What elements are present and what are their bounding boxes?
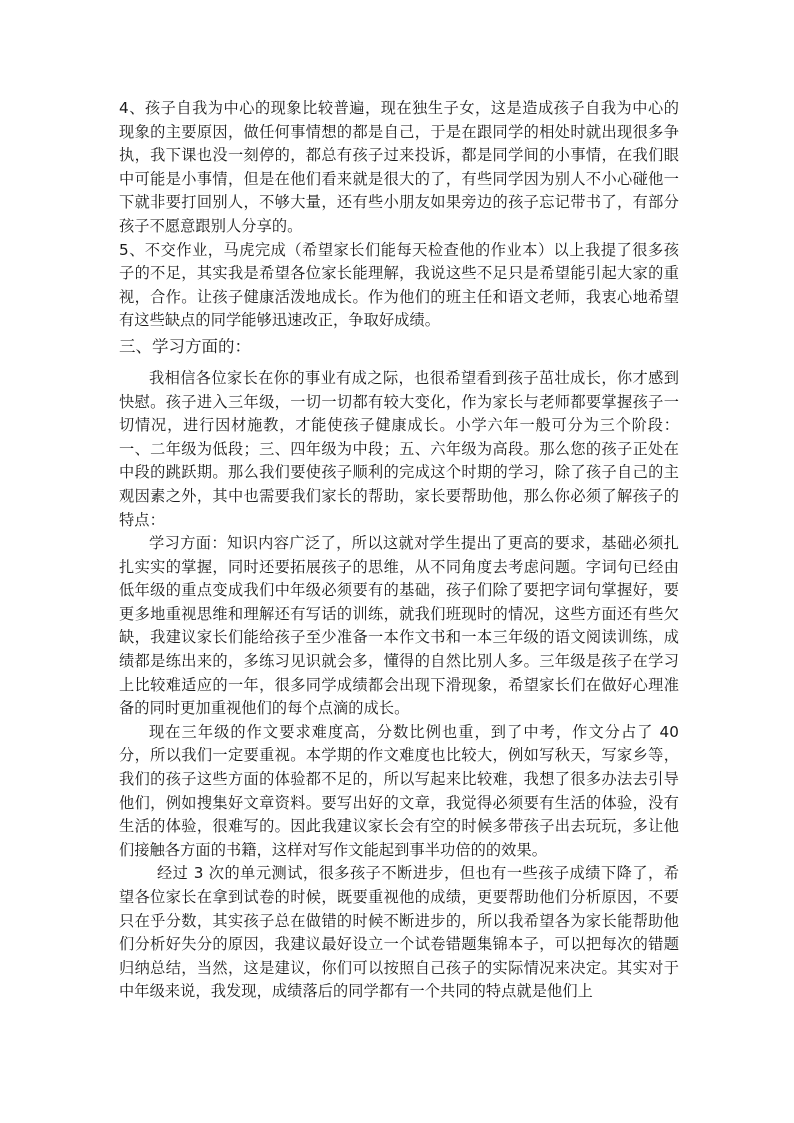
paragraph-tests: 经过 3 次的单元测试，很多孩子不断进步，但也有一些孩子成绩下降了，希望各位家长在拿到试卷的时候，既要重视他的成绩，更要帮助他们分析原因，不要只在乎分数，其实孩子总在做错的时候不断进步的，所以我希望各为家长能帮助他们分析好失分的原因，我建议最好设立一个试卷错题集锦本子，可以把每次的错题归纳总结，当然，这是建议，你们可以按照自己孩子的实际情况来决定。其实对于中年级来说，我发现，成绩落后的同学都有一个共同的特点就是他们上 [119, 864, 679, 1001]
paragraph-intro: 我相信各位家长在你的事业有成之际，也很希望看到孩子茁壮成长，你才感到快慰。孩子进入三年级，一切一切都有较大变化，作为家长与老师都要掌握孩子一切情况，进行因材施教，才能使孩子健康成长。小学六年一般可分为三个阶段：一、二年级为低段；三、四年级为中段；五、六年级为高段。那么您的孩子正处在中段的跳跃期。那么我们要使孩子顺利的完成这个时期的学习，除了孩子自己的主观因素之外，其中也需要我们家长的帮助，家长要帮助他，那么你必须了解孩子的特点： [119, 368, 679, 529]
document-body [119, 97, 679, 1004]
paragraph-item-5: 5、不交作业，马虎完成（希望家长们能每天检查他的作业本）以上我提了很多孩子的不足，其实我是希望各位家长能理解，我说这些不足只是希望能引起大家的重视，合作。让孩子健康活泼地成长。作为他们的班主任和语文老师，我衷心地希望有这些缺点的同学能够迅速改正，争取好成绩。 [119, 240, 679, 330]
section-heading: 三、学习方面的： [119, 336, 251, 356]
paragraph-item-4: 4、孩子自我为中心的现象比较普遍，现在独生子女，这是造成孩子自我为中心的现象的主要原因，做任何事情想的都是自己，于是在跟同学的相处时就出现很多争执，我下课也没一刻停的，都总有孩子过来投诉，都是同学间的小事情，在我们眼中可能是小事情，但是在他们看来就是很大的了，有些同学因为别人不小心碰他一下就非要打回别人，不够大量，还有些小朋友如果旁边的孩子忘记带书了，有部分孩子不愿意跟别人分享的。 [119, 99, 679, 235]
paragraph-composition: 现在三年级的作文要求难度高，分数比例也重，到了中考，作文分占了 40 分，所以我们一定要重视。本学期的作文难度也比较大，例如写秋天，写家乡等，我们的孩子这些方面的体验都不足的，所以写起来比较难，我想了很多办法去引导他们，例如搜集好文章资料。要写出好的文章，我觉得必须要有生活的体验，没有生活的体验，很难写的。因此我建议家长会有空的时候多带孩子出去玩玩，多让他们接触各方面的书籍，这样对写作文能起到事半功倍的的效果。 [119, 722, 679, 859]
paragraph-learning: 学习方面：知识内容广泛了，所以这就对学生提出了更高的要求，基础必须扎扎实实的掌握，同时还要拓展孩子的思维，从不同角度去考虑问题。字词句已经由低年级的重点变成我们中年级必须要有的基础，孩子们除了要把字词句掌握好，要更多地重视思维和理解还有写话的训练，就我们班现时的情况，这些方面还有些欠缺，我建议家长们能给孩子至少准备一本作文书和一本三年级的语文阅读训练，成绩都是练出来的，多练习见识就会多，懂得的自然比别人多。三年级是孩子在学习上比较难适应的一年，很多同学成绩都会出现下滑现象，希望家长们在做好心理准备的同时更加重视他们的每个点滴的成长。 [119, 534, 679, 718]
